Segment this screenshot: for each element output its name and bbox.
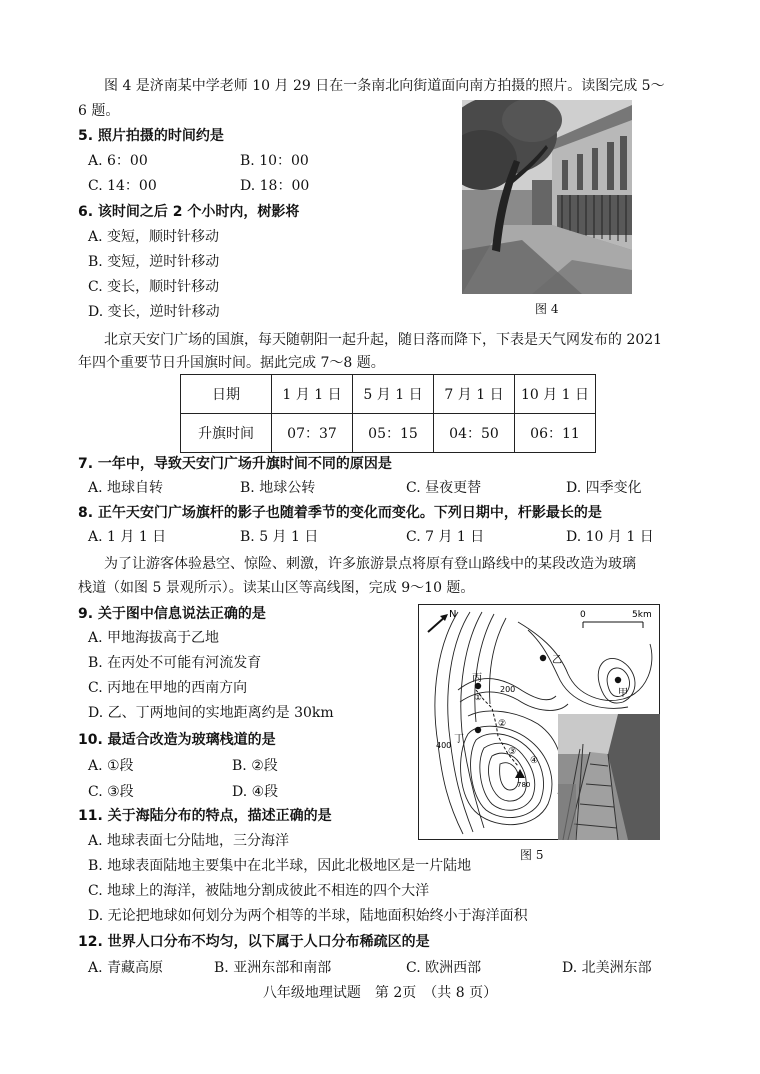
segment-4: ④ xyxy=(530,756,539,766)
point-yi xyxy=(540,655,546,661)
figure-5-contour-map xyxy=(418,604,660,840)
segment-1: ① xyxy=(474,693,483,703)
page-footer: 八年级地理试题 第 2页 （共 8 页） xyxy=(262,985,498,1001)
intro-fig4-line1: 图 4 是济南某中学老师 10 月 29 日在一条南北向街道面向南方拍摄的照片。读图完成 5～ xyxy=(104,78,665,94)
figure-4-caption: 图 4 xyxy=(535,302,559,316)
north-label: N xyxy=(449,609,457,620)
q8-option-d: D. 10 月 1 日 xyxy=(566,529,654,545)
q7-option-a: A. 地球自转 xyxy=(88,480,164,496)
q6-option-b: B. 变短，逆时针移动 xyxy=(88,254,220,270)
table-cell: 5 月 1 日 xyxy=(353,375,434,414)
figure-4-photo xyxy=(462,100,632,294)
intro-fig4-line2: 6 题。 xyxy=(78,103,120,119)
point-jia xyxy=(615,677,621,683)
q8-stem: 8. 正午天安门广场旗杆的影子也随着季节的变化而变化。下列日期中，杆影最长的是 xyxy=(78,505,602,521)
q9-stem: 9. 关于图中信息说法正确的是 xyxy=(78,606,266,622)
flag-raising-table xyxy=(180,374,596,453)
q8-option-a: A. 1 月 1 日 xyxy=(88,529,167,545)
q9-option-b: B. 在丙处不可能有河流发育 xyxy=(88,655,262,671)
q5-option-a: A. 6：00 xyxy=(88,153,148,169)
q5-option-c: C. 14：00 xyxy=(88,178,157,194)
q11-stem: 11. 关于海陆分布的特点，描述正确的是 xyxy=(78,808,332,824)
segment-3: ③ xyxy=(508,747,517,757)
q6-option-a: A. 变短，顺时针移动 xyxy=(88,229,220,245)
table-cell: 05：15 xyxy=(353,414,434,453)
scale-zero: 0 xyxy=(580,610,586,620)
q11-option-b: B. 地球表面陆地主要集中在北半球，因此北极地区是一片陆地 xyxy=(88,858,472,874)
q9-option-a: A. 甲地海拔高于乙地 xyxy=(88,630,220,646)
q6-stem: 6. 该时间之后 2 个小时内，树影将 xyxy=(78,204,300,220)
q10-option-c: C. ③段 xyxy=(88,784,134,800)
figure-5-caption: 图 5 xyxy=(520,848,544,862)
q12-option-d: D. 北美洲东部 xyxy=(562,960,652,976)
contour-label-200: 200 xyxy=(500,685,516,694)
q6-option-d: D. 变长，逆时针移动 xyxy=(88,304,220,320)
q11-option-c: C. 地球上的海洋，被陆地分割成彼此不相连的四个大洋 xyxy=(88,883,430,899)
q10-stem: 10. 最适合改造为玻璃栈道的是 xyxy=(78,732,276,748)
q8-option-b: B. 5 月 1 日 xyxy=(240,529,319,545)
q7-option-d: D. 四季变化 xyxy=(566,480,642,496)
label-jia: 甲 xyxy=(618,688,628,699)
q5-stem: 5. 照片拍摄的时间约是 xyxy=(78,128,224,144)
table-cell: 07：37 xyxy=(272,414,353,453)
scale-end: 5km xyxy=(632,610,652,620)
q12-option-c: C. 欧洲西部 xyxy=(406,960,482,976)
table-cell: 7 月 1 日 xyxy=(434,375,515,414)
point-ding xyxy=(475,727,481,733)
q12-stem: 12. 世界人口分布不均匀，以下属于人口分布稀疏区的是 xyxy=(78,934,430,950)
q10-option-b: B. ②段 xyxy=(232,758,278,774)
q9-option-c: C. 丙地在甲地的西南方向 xyxy=(88,680,248,696)
segment-2: ② xyxy=(498,719,507,729)
q7-stem: 7. 一年中，导致天安门广场升旗时间不同的原因是 xyxy=(78,456,392,472)
q10-option-a: A. ①段 xyxy=(88,758,134,774)
q5-option-b: B. 10：00 xyxy=(240,153,309,169)
contour-label-400: 400 xyxy=(436,741,452,750)
contour-label-780: 780 xyxy=(517,781,531,789)
q9-option-d: D. 乙、丁两地间的实地距离约是 30km xyxy=(88,705,334,721)
q7-option-c: C. 昼夜更替 xyxy=(406,480,482,496)
table-cell: 04：50 xyxy=(434,414,515,453)
q11-option-d: D. 无论把地球如何划分为两个相等的半球，陆地面积始终小于海洋面积 xyxy=(88,908,528,924)
q5-option-d: D. 18：00 xyxy=(240,178,310,194)
q10-option-d: D. ④段 xyxy=(232,784,279,800)
q7-option-b: B. 地球公转 xyxy=(240,480,316,496)
table-cell: 10 月 1 日 xyxy=(515,375,596,414)
glass-walkway-photo xyxy=(558,714,660,840)
q12-option-b: B. 亚洲东部和南部 xyxy=(214,960,332,976)
intro-glass-line2: 栈道（如图 5 景观所示）。读某山区等高线图，完成 9～10 题。 xyxy=(78,580,475,596)
table-row xyxy=(181,414,596,453)
table-cell: 日期 xyxy=(181,375,272,414)
q6-option-c: C. 变长，顺时针移动 xyxy=(88,279,220,295)
table-cell: 升旗时间 xyxy=(181,414,272,453)
intro-flag-line1: 北京天安门广场的国旗，每天随朝阳一起升起，随日落而降下，下表是天气网发布的 2021 xyxy=(104,332,663,348)
intro-flag-line2: 年四个重要节日升国旗时间。据此完成 7～8 题。 xyxy=(78,355,385,371)
label-ding: 丁 xyxy=(454,734,464,745)
q12-option-a: A. 青藏高原 xyxy=(88,960,164,976)
label-yi: 乙 xyxy=(552,655,562,666)
table-cell: 06：11 xyxy=(515,414,596,453)
q11-option-a: A. 地球表面七分陆地，三分海洋 xyxy=(88,833,290,849)
label-bing: 丙 xyxy=(472,673,482,684)
table-row xyxy=(181,375,596,414)
intro-glass-line1: 为了让游客体验悬空、惊险、刺激，许多旅游景点将原有登山路线中的某段改造为玻璃 xyxy=(104,556,636,572)
q8-option-c: C. 7 月 1 日 xyxy=(406,529,485,545)
table-cell: 1 月 1 日 xyxy=(272,375,353,414)
